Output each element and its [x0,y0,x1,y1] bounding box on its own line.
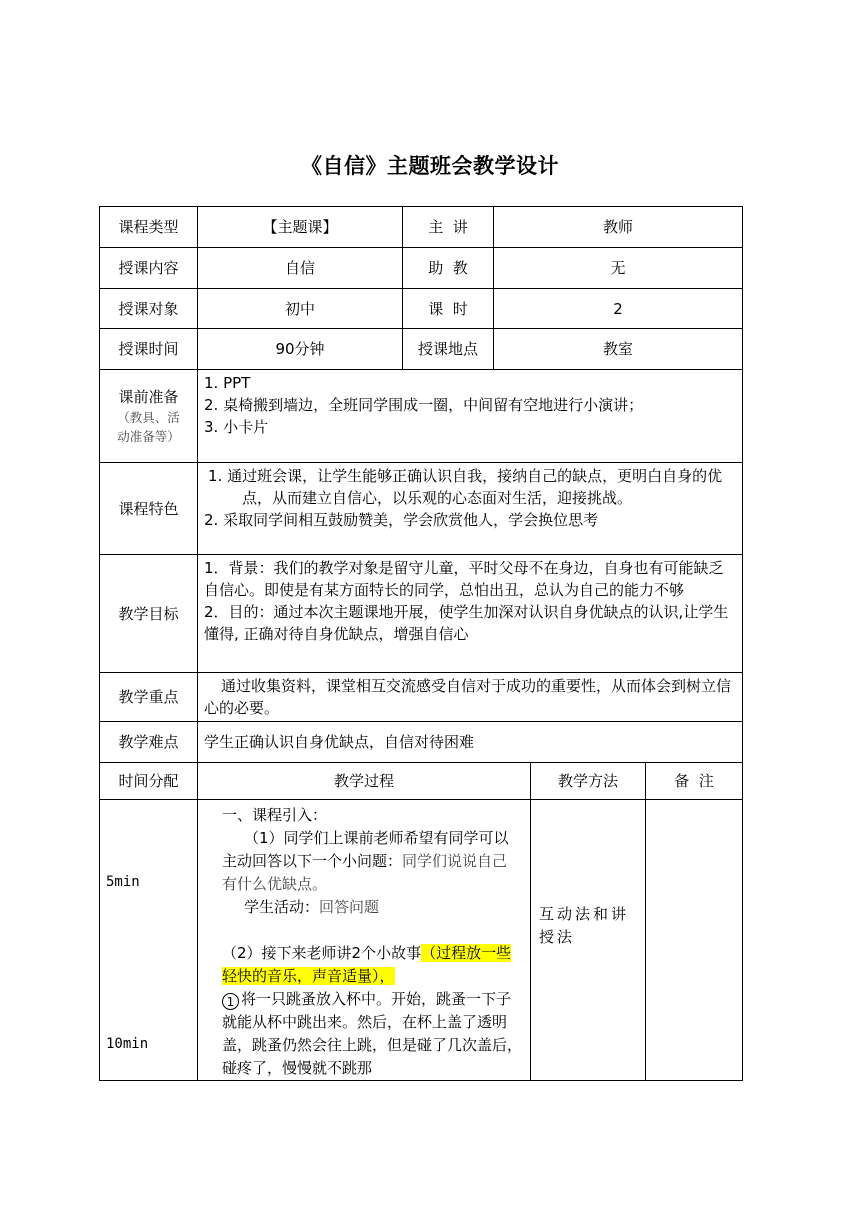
time-slot-1: 5min [106,874,140,890]
question-2-text: （2）接下来老师讲2个小故事 [222,944,422,962]
row-features [100,463,743,555]
question-1-question: 同学们说说自己有什么优缺点。 [222,852,508,893]
time-value: 90分钟 [198,329,403,370]
student-activity [222,896,522,919]
content-label: 授课内容 [100,248,198,289]
feature-item: 1. 通过班会课，让学生能够正确认识自我，接纳自己的缺点，更明白自身的优点，从而建立自信心，以乐观的心态面对生活，迎接挑战。 [208,467,723,507]
lesson-plan-table [99,206,743,1081]
difficulty-label: 教学难点 [100,722,198,763]
question-2-highlight: （过程放一些轻快的音乐，声音适量）， [222,944,512,985]
row-content [100,248,743,289]
question-1-text: （1）同学们上课前老师希望有同学可以主动回答以下一个小问题： [222,829,509,870]
row-time [100,329,743,370]
audience-value: 初中 [198,289,403,329]
note-cell [646,800,743,1081]
goal-item: 1．背景：我们的教学对象是留守儿童，平时父母不在身边，自身也有可能缺乏自信心。即使是有某方面特长的同学，总怕出丑，总认为自己的能力不够 [204,559,724,599]
prep-list [198,370,743,463]
header-note: 备 注 [646,763,743,800]
goal-item: 2．目的：通过本次主题课地开展，使学生加深对认识自身优缺点的认识,让学生懂得, 正确对待自身优缺点，增强自信心 [204,603,729,643]
story-1 [222,988,522,1080]
features-list [198,463,743,555]
row-audience [100,289,743,329]
method-cell [531,800,646,1081]
question-1 [222,827,522,896]
focus-label: 教学重点 [100,673,198,722]
time-slot-2: 10min [106,1036,149,1052]
activity-text: 回答问题 [319,898,380,916]
header-time: 时间分配 [100,763,198,800]
audience-label: 授课对象 [100,289,198,329]
page-title: 《自信》主题班会教学设计 [301,154,559,178]
course-type-label: 课程类型 [100,207,198,248]
prep-label-cell [100,370,198,463]
row-course-type [100,207,743,248]
course-type-value: 【主题课】 [198,207,403,248]
hours-value: 2 [494,289,743,329]
place-label: 授课地点 [403,329,494,370]
prep-item: 3. 小卡片 [204,418,269,436]
assistant-label: 助 教 [403,248,494,289]
prep-item: 2. 桌椅搬到墙边，全班同学围成一圈，中间留有空地进行小演讲； [204,396,644,414]
prep-label: 课前准备 [118,388,179,406]
header-method: 教学方法 [531,763,646,800]
place-value: 教室 [494,329,743,370]
row-goals [100,555,743,673]
time-label: 授课时间 [100,329,198,370]
time-cell [100,800,198,1081]
method-text: 互动法和讲授法 [539,905,630,946]
assistant-value: 无 [494,248,743,289]
row-prep [100,370,743,463]
story-text: 将一只跳蚤放入杯中。开始，跳蚤一下子就能从杯中跳出来。然后，在杯上盖了透明盖，跳蚤仍然会往上跳，但是碰了几次盖后，碰疼了，慢慢就不跳那 [222,990,523,1077]
header-process: 教学过程 [198,763,531,800]
features-label: 课程特色 [100,463,198,555]
focus-text: 通过收集资料，课堂相互交流感受自信对于成功的重要性，从而体会到树立信心的必要。 [198,673,743,722]
content-value: 自信 [198,248,403,289]
row-schedule-header [100,763,743,800]
prep-item: 1. PPT [204,374,251,392]
process-cell [198,800,531,1081]
story-number: 1 [222,993,239,1010]
goals-list [198,555,743,673]
question-2 [222,942,522,988]
row-focus [100,673,743,722]
goals-label: 教学目标 [100,555,198,673]
lecturer-value: 教师 [494,207,743,248]
feature-item: 2. 采取同学间相互鼓励赞美，学会欣赏他人，学会换位思考 [204,511,599,529]
lecturer-label: 主 讲 [403,207,494,248]
difficulty-text: 学生正确认识自身优缺点，自信对待困难 [198,722,743,763]
prep-sublabel-2: 动准备等） [117,429,180,444]
hours-label: 课 时 [403,289,494,329]
prep-sublabel-1: （教具、活 [117,410,180,425]
row-schedule-1 [100,800,743,1081]
row-difficulty [100,722,743,763]
activity-label: 学生活动： [244,898,320,916]
intro-title: 一、课程引入： [222,806,328,824]
